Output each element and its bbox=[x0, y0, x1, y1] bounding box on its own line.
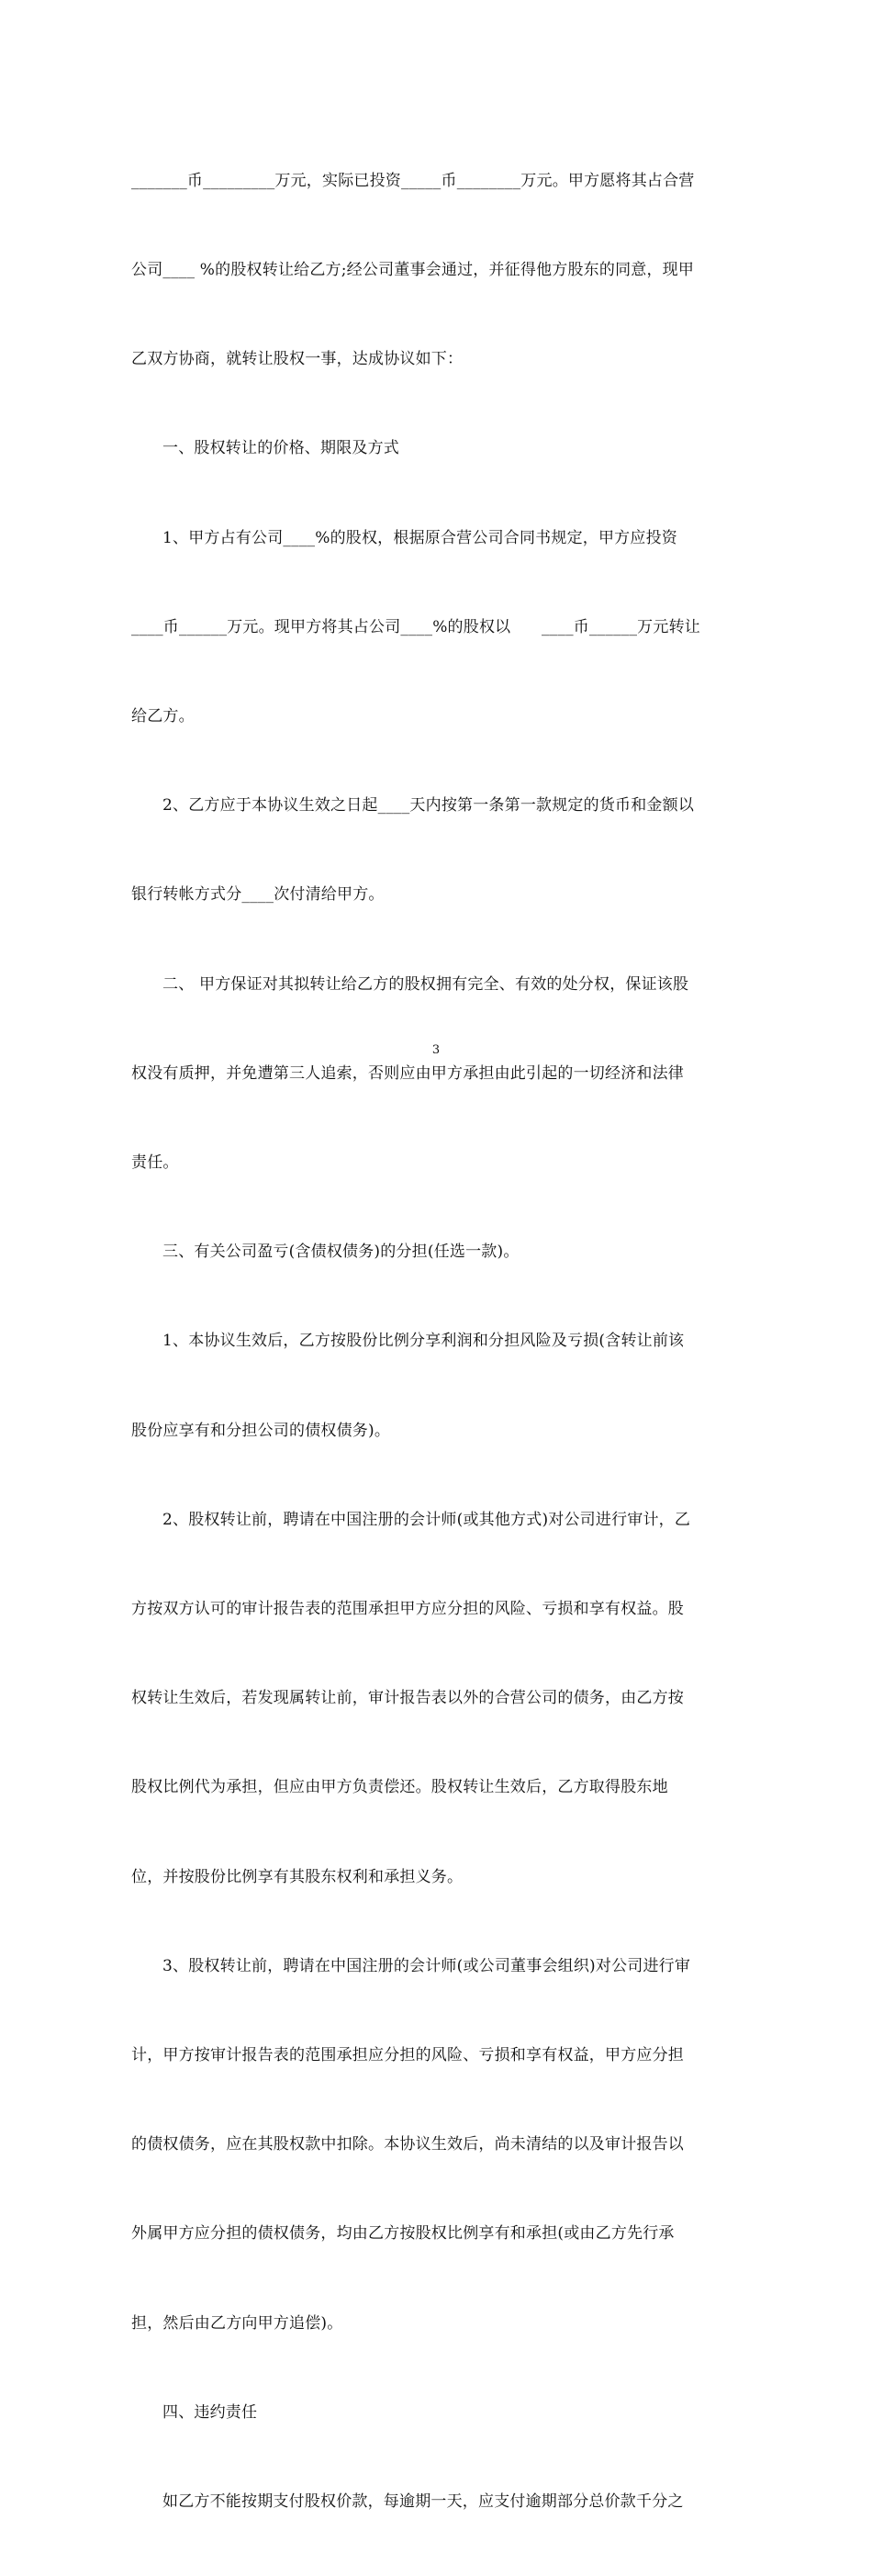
text-line: 1、甲方占有公司____%的股权，根据原合营公司合同书规定，甲方应投资 bbox=[162, 528, 677, 547]
text-line: 股权比例代为承担，但应由甲方负责偿还。股权转让生效后，乙方取得股东地 bbox=[131, 1778, 668, 1797]
text-line: 给乙方。 bbox=[131, 707, 195, 726]
text-line: 1、本协议生效后，乙方按股份比例分享利润和分担风险及亏损(含转让前该 bbox=[162, 1332, 685, 1351]
section-heading: 四、违约责任 bbox=[162, 2402, 258, 2422]
text-line: 权没有质押，并免遭第三人追索，否则应由甲方承担由此引起的一切经济和法律 bbox=[131, 1063, 684, 1083]
text-line: 乙双方协商，就转让股权一事，达成协议如下： bbox=[131, 350, 464, 369]
text-line: 计，甲方按审计报告表的范围承担应分担的风险、亏损和享有权益，甲方应分担 bbox=[131, 2046, 684, 2065]
document-body bbox=[131, 107, 742, 2576]
text-line: 银行转帐方式分____次付清给甲方。 bbox=[131, 885, 385, 905]
text-line: _______币_________万元，实际已投资_____币________万元。甲方愿将其占合营 bbox=[131, 171, 695, 190]
text-line: 方按双方认可的审计报告表的范围承担甲方应分担的风险、亏损和享有权益。股 bbox=[131, 1600, 684, 1619]
text-block bbox=[131, 107, 742, 2576]
page-number: 3 bbox=[431, 1043, 441, 1057]
text-line: 位，并按股份比例享有其股东权利和承担义务。 bbox=[131, 1867, 464, 1886]
text-line: 外属甲方应分担的债权债务，均由乙方按股权比例享有和承担(或由乙方先行承 bbox=[131, 2224, 675, 2244]
section-heading: 三、有关公司盈亏(含债权债务)的分担(任选一款)。 bbox=[162, 1243, 520, 1262]
section-heading: 二、 甲方保证对其拟转让给乙方的股权拥有完全、有效的处分权，保证该股 bbox=[162, 974, 689, 994]
text-line: 担，然后由乙方向甲方追偿)。 bbox=[131, 2313, 343, 2333]
text-line: 公司____ %的股权转让给乙方;经公司董事会通过，并征得他方股东的同意，现甲 bbox=[131, 261, 695, 280]
text-line: 2、乙方应于本协议生效之日起____天内按第一条第一款规定的货币和金额以 bbox=[162, 796, 695, 816]
text-line: 2、股权转让前，聘请在中国注册的会计师(或其他方式)对公司进行审计，乙 bbox=[162, 1510, 691, 1529]
text-line: ____币______万元。现甲方将其占公司____%的股权以 ____币______万元转让 bbox=[131, 617, 700, 636]
text-line: 如乙方不能按期支付股权价款，每逾期一天，应支付逾期部分总价款千分之 bbox=[162, 2492, 684, 2512]
text-line: 责任。 bbox=[131, 1153, 179, 1173]
text-line: 权转让生效后，若发现属转让前，审计报告表以外的合营公司的债务，由乙方按 bbox=[131, 1689, 684, 1708]
text-line: 股份应享有和分担公司的债权债务)。 bbox=[131, 1421, 391, 1440]
text-line: 的债权债务，应在其股权款中扣除。本协议生效后，尚未清结的以及审计报告以 bbox=[131, 2135, 684, 2154]
section-heading: 一、股权转让的价格、期限及方式 bbox=[162, 439, 399, 458]
text-line: 3、股权转让前，聘请在中国注册的会计师(或公司董事会组织)对公司进行审 bbox=[162, 1956, 691, 1975]
